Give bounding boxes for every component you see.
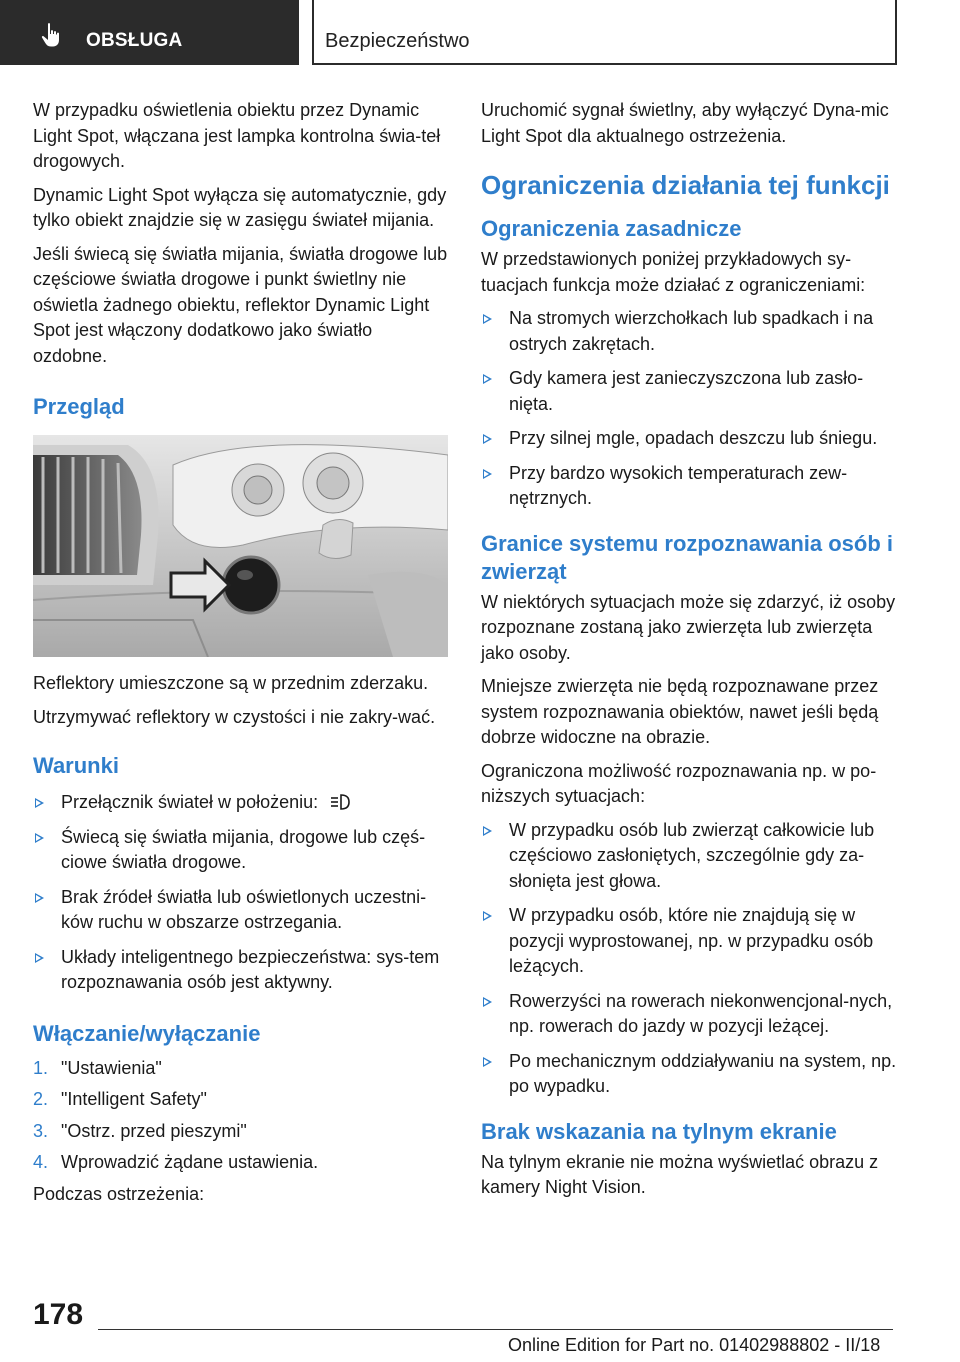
bullet-triangle-icon <box>483 469 492 479</box>
bullet-triangle-icon <box>483 374 492 384</box>
list-item: Gdy kamera jest zanieczyszczona lub zasło-nięta. <box>481 366 899 417</box>
intro-paragraph: Uruchomić sygnał świetlny, aby wyłączyć Dyna-mic Light Spot dla aktualnego ostrzeżenia. <box>481 100 889 146</box>
step-item: 2. "Intelligent Safety" <box>33 1089 207 1109</box>
figure-note: Utrzymywać reflektory w czystości i nie zakry-wać. <box>33 706 436 727</box>
bullet-triangle-icon <box>483 911 492 921</box>
left-column <box>33 98 451 1215</box>
edition-text: Online Edition for Part no. 01402988802 - II/18 <box>508 1335 881 1355</box>
bullet-triangle-icon <box>35 893 44 903</box>
figure-caption: Reflektory umieszczone są w przednim zderzaku. <box>33 673 429 693</box>
overview-heading: Przegląd <box>33 394 125 419</box>
limits-heading: Ograniczenia działania tej funkcji <box>481 170 890 200</box>
rear-screen-heading: Brak wskazania na tylnym ekranie <box>481 1118 837 1144</box>
headlight-photo-icon <box>33 435 448 657</box>
footer-divider <box>98 1329 893 1330</box>
recognition-paragraph: W niektórych sytuacjach może się zdarzyć, iż osoby rozpoznane zostaną jako zwierzęta lub zwierzęta jako osoby. <box>481 591 896 663</box>
recognition-paragraph: Ograniczona możliwość rozpoznawania np. w po-niższych sytuacjach: <box>481 760 877 806</box>
intro-paragraph: Dynamic Light Spot wyłącza się automatycznie, gdy tylko obiekt znajdzie się w zasięgu świateł mijania. <box>33 184 447 230</box>
bullet-triangle-icon <box>483 314 492 324</box>
basic-limits-intro: W przedstawionych poniżej przykładowych sy-tuacjach funkcja może działać z ograniczeniami: <box>481 249 866 295</box>
list-item: Rowerzyści na rowerach niekonwencjonal-nych, np. rowerach do jazdy w pozycji leżącej. <box>481 989 899 1040</box>
list-item: Układy inteligentnego bezpieczeństwa: sys-tem rozpoznawania osób jest aktywny. <box>33 945 451 996</box>
bullet-triangle-icon <box>35 798 44 808</box>
step-item: 3. "Ostrz. przed pieszymi" <box>33 1120 247 1141</box>
list-item: Przy bardzo wysokich temperaturach zew-nętrznych. <box>481 461 899 512</box>
list-item: W przypadku osób, które nie znajdują się w pozycji wyprostowanej, np. w przypadku osób leżących. <box>481 903 899 980</box>
basic-limits-heading: Ograniczenia zasadnicze <box>481 216 742 241</box>
bullet-triangle-icon <box>483 434 492 444</box>
basic-limits-list <box>481 306 899 512</box>
section-label: OBSŁUGA <box>86 30 183 51</box>
right-column <box>481 98 899 1209</box>
recognition-list <box>481 818 899 1100</box>
headlight-figure <box>33 435 448 657</box>
bullet-triangle-icon <box>483 1057 492 1067</box>
list-item: Po mechanicznym oddziaływaniu na system, np. po wypadku. <box>481 1049 899 1100</box>
rear-screen-text: Na tylnym ekranie nie można wyświetlać obrazu z kamery Night Vision. <box>481 1151 879 1197</box>
bullet-triangle-icon <box>483 826 492 836</box>
closing-text: Podczas ostrzeżenia: <box>33 1183 205 1204</box>
toggle-heading: Włączanie/wyłączanie <box>33 1020 261 1046</box>
chapter-title: Bezpieczeństwo <box>325 30 470 52</box>
recognition-heading: Granice systemu rozpoznawania osób i zwierząt <box>481 530 893 584</box>
intro-paragraph: W przypadku oświetlenia obiektu przez Dynamic Light Spot, włączana jest lampka kontrolna świa-teł drogowych. <box>33 100 441 171</box>
list-item: Przy silnej mgle, opadach deszczu lub śniegu. <box>481 426 899 452</box>
intro-paragraph: Jeśli świecą się światła mijania, światła drogowe lub częściowe światła drogowe i punkt świetlny nie oświetla żadnego obiektu, reflektor Dynamic Light Spot jest włączony dodatkowo jako światło ozdobne. <box>33 243 448 366</box>
page-number: 178 <box>33 1298 84 1331</box>
bullet-triangle-icon <box>35 953 44 963</box>
section-tab <box>0 0 299 65</box>
list-item: Brak źródeł światła lub oświetlonych uczestni-ków ruchu w obszarze ostrzegania. <box>33 885 451 936</box>
conditions-list <box>33 790 451 996</box>
step-item: 1. "Ustawienia" <box>33 1057 162 1078</box>
conditions-heading: Warunki <box>33 753 119 778</box>
list-item: Przełącznik świateł w położeniu: <box>33 790 451 816</box>
headlight-symbol-icon <box>329 793 353 811</box>
list-item: Na stromych wierzchołkach lub spadkach i na ostrych zakrętach. <box>481 306 899 357</box>
bullet-triangle-icon <box>483 997 492 1007</box>
list-item: Świecą się światła mijania, drogowe lub częś-ciowe światła drogowe. <box>33 825 451 876</box>
list-item: W przypadku osób lub zwierząt całkowicie lub częściowo zasłoniętych, szczególnie gdy za-słonięta jest głowa. <box>481 818 899 895</box>
bullet-triangle-icon <box>35 833 44 843</box>
step-item: 4. Wprowadzić żądane ustawienia. <box>33 1152 319 1172</box>
recognition-paragraph: Mniejsze zwierzęta nie będą rozpoznawane przez system rozpoznawania obiektów, nawet jeśli będą dobrze widoczne na obrazie. <box>481 676 879 747</box>
steps-list <box>33 1056 451 1176</box>
hand-icon <box>40 22 64 48</box>
